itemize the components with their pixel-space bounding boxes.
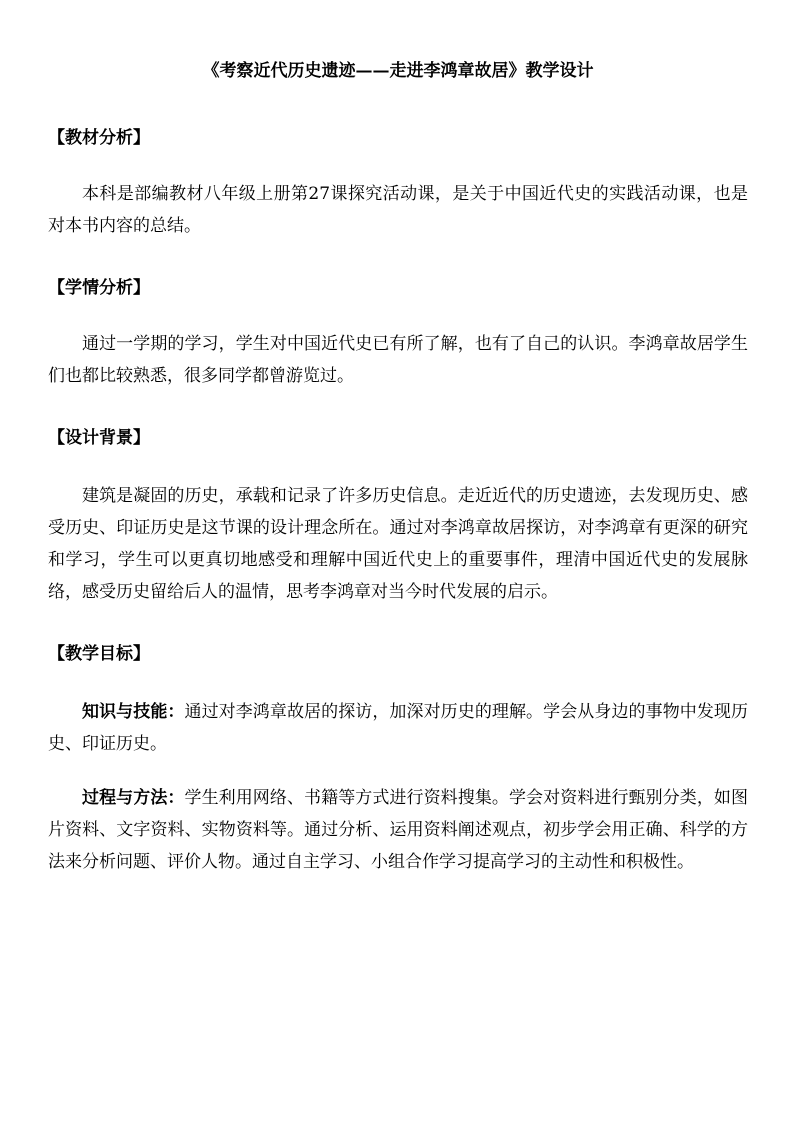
section-heading-student-analysis: 【学情分析】 [48,278,150,298]
section-heading-textbook-analysis: 【教材分析】 [48,128,150,148]
objective-knowledge-skills-label: 知识与技能： [82,702,185,722]
section-paragraph-student-analysis: 通过一学期的学习，学生对中国近代史已有所了解，也有了自己的认识。李鸿章故居学生们也都比较熟悉，很多同学都曾游览过。 [48,334,748,386]
objective-process-methods-label: 过程与方法： [82,788,185,808]
section-paragraph-textbook-analysis: 本科是部编教材八年级上册第27课探究活动课，是关于中国近代史的实践活动课，也是对本书内容的总结。 [48,184,748,236]
section-heading-design-background: 【设计背景】 [48,428,150,448]
objective-process-methods [48,782,748,878]
document-title: 《考察近代历史遗迹——走进李鸿章故居》教学设计 [202,61,594,81]
section-heading-teaching-objectives: 【教学目标】 [48,644,150,664]
section-paragraph-design-background: 建筑是凝固的历史，承载和记录了许多历史信息。走近近代的历史遗迹，去发现历史、感受历史、印证历史是这节课的设计理念所在。通过对李鸿章故居探访，对李鸿章有更深的研究和学习，学生可以更真切地感受和理解中国近代史上的重要事件，理清中国近代史的发展脉络，感受历史留给后人的温情，思考李鸿章对当今时代发展的启示。 [48,486,748,602]
objective-knowledge-skills-text: 通过对李鸿章故居的探访，加深对历史的理解。学会从身边的事物中发现历史、印证历史。 [48,702,749,754]
objective-knowledge-skills [48,696,748,760]
objective-process-methods-text: 学生利用网络、书籍等方式进行资料搜集。学会对资料进行甄别分类，如图片资料、文字资料、实物资料等。通过分析、运用资料阐述观点，初步学会用正确、科学的方法来分析问题、评价人物。通过自主学习、小组合作学习提高学习的主动性和积极性。 [48,788,749,872]
document-page [48,50,748,878]
